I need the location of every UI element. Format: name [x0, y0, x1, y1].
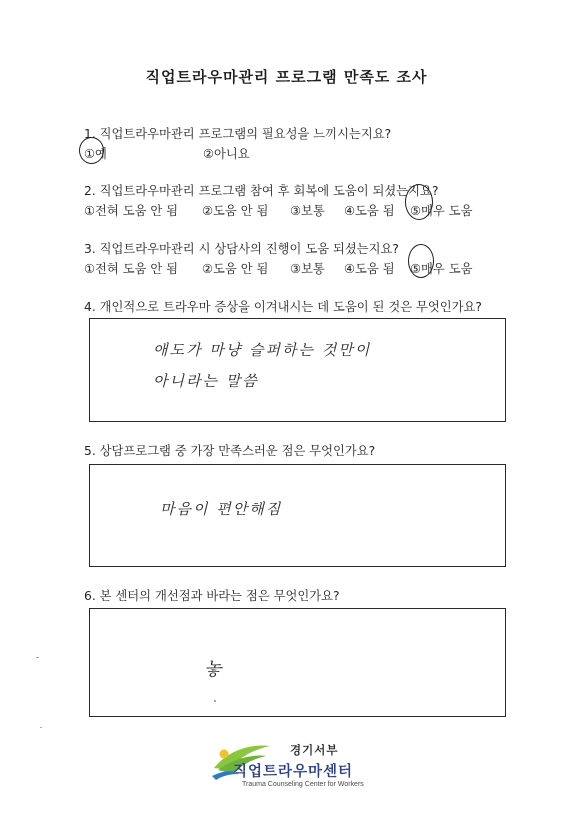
q1-option-no: ②아니요: [203, 147, 250, 161]
q1-option-yes: ①예: [84, 147, 107, 161]
page-title: 직업트라우마관리 프로그램 만족도 조사: [145, 68, 428, 86]
handwritten-answer-q4-line1: 애도가 마냥 슬퍼하는 것만이: [153, 341, 372, 359]
question-2: 2. 직업트라우마관리 프로그램 참여 후 회복에 도움이 되셨는지요?: [84, 184, 439, 198]
question-6: 6. 본 센터의 개선점과 바라는 점은 무엇인가요?: [84, 589, 340, 603]
q2-option-2: ②도움 안 됨: [202, 204, 269, 218]
question-5: 5. 상담프로그램 중 가장 만족스러운 점은 무엇인가요?: [84, 444, 376, 458]
ink-dot: [214, 700, 216, 702]
scan-speck: [40, 727, 42, 728]
question-4: 4. 개인적으로 트라우마 증상을 이겨내시는 데 도움이 된 것은 무엇인가요?: [84, 300, 482, 314]
handwritten-answer-q6: 놓: [204, 659, 224, 680]
handwritten-answer-q5: 마음이 편안해짐: [160, 500, 283, 518]
q3-option-4: ④도움 됨: [344, 262, 395, 276]
q3-option-2: ②도움 안 됨: [202, 262, 269, 276]
logo-region-text: 경기서부: [290, 743, 339, 757]
logo-subtitle: Trauma Counseling Center for Workers: [242, 781, 364, 788]
answer-box-q4: [89, 318, 506, 422]
q2-option-5: ⑤매우 도움: [410, 204, 473, 218]
q3-option-5: ⑤매우 도움: [410, 262, 473, 276]
question-3: 3. 직업트라우마관리 시 상담사의 진행이 도움 되셨는지요?: [84, 242, 399, 256]
scan-speck: [36, 657, 39, 658]
answer-mark-q2: [405, 184, 433, 220]
q3-option-1: ①전혀 도움 안 됨: [84, 262, 179, 276]
q2-option-4: ④도움 됨: [344, 204, 395, 218]
answer-box-q5: [89, 464, 506, 567]
answer-mark-q1: [79, 137, 104, 164]
logo-center-name: 직업트라우마센터: [233, 764, 354, 780]
answer-mark-q3: [408, 244, 434, 278]
question-1: 1. 직업트라우마관리 프로그램의 필요성을 느끼시는지요?: [84, 127, 392, 141]
q2-option-1: ①전혀 도움 안 됨: [84, 204, 179, 218]
q3-option-3: ③보통: [290, 262, 325, 276]
q2-option-3: ③보통: [290, 204, 325, 218]
handwritten-answer-q4-line2: 아니라는 말씀: [153, 372, 259, 390]
answer-box-q6: [89, 608, 506, 717]
